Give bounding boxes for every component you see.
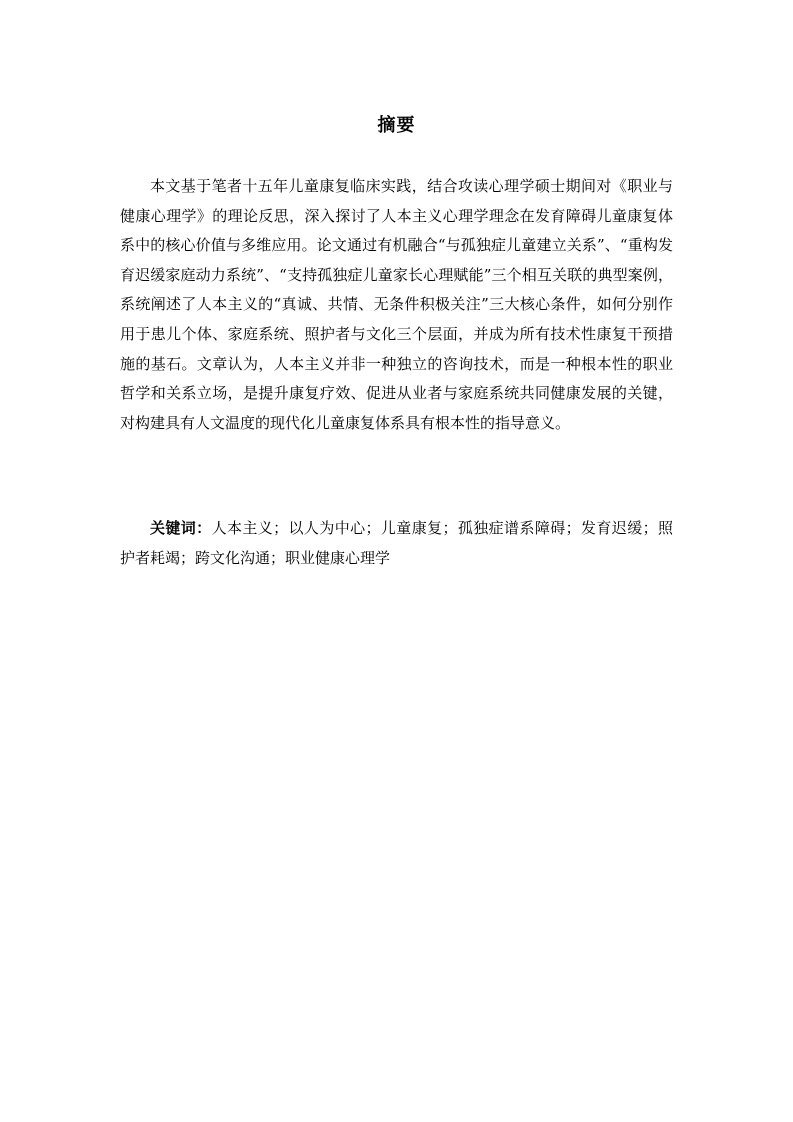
- keywords-label: 关键词：: [150, 519, 212, 537]
- abstract-body: 本文基于笔者十五年儿童康复临床实践，结合攻读心理学硕士期间对《职业与健康心理学》的理论反思，深入探讨了人本主义心理学理念在发育障碍儿童康复体系中的核心价值与多维应用。论文通过有机融合“与孤独症儿童建立关系”、“重构发育迟缓家庭动力系统”、“支持孤独症儿童家长心理赋能”三个相互关联的典型案例，系统阐述了人本主义的“真诚、共情、无条件积极关注”三大核心条件，如何分别作用于患儿个体、家庭系统、照护者与文化三个层面，并成为所有技术性康复干预措施的基石。文章认为，人本主义并非一种独立的咨询技术，而是一种根本性的职业哲学和关系立场，是提升康复疗效、促进从业者与家庭系统共同健康发展的关键，对构建具有人文温度的现代化儿童康复体系具有根本性的指导意义。: [120, 177, 673, 432]
- keywords-list: 人本主义；以人为中心；儿童康复；孤独症谱系障碍；发育迟缓；照护者耗竭；跨文化沟通；职业健康心理学: [120, 519, 673, 567]
- abstract-title: 摘要: [377, 115, 416, 136]
- keywords-paragraph: [120, 514, 673, 573]
